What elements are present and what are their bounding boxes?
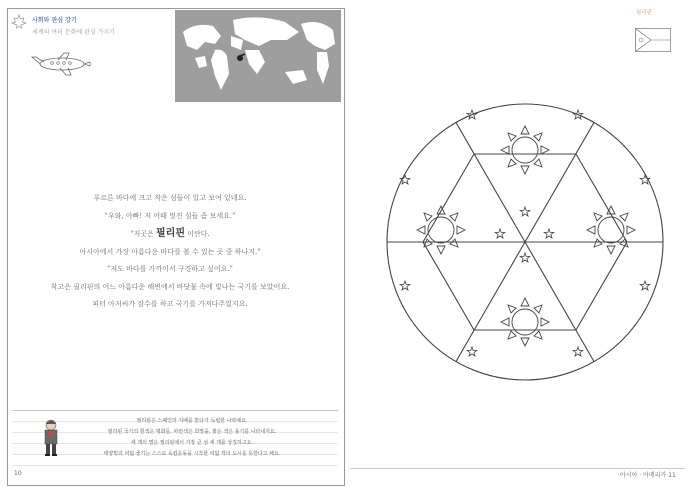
info-line: 세 개의 별은 필리핀에서 가장 큰 섬 세 개를 상징하고요, <box>130 440 254 446</box>
story-line-prefix: "저곳은 <box>130 230 156 238</box>
info-line: 필리핀 국기의 흰색은 평화를, 파란색은 희망을, 붉은 색은 용기를 나타내지요. <box>107 429 277 435</box>
story-line-emphasis <box>20 225 320 244</box>
airplane-illustration <box>28 52 96 76</box>
country-name: 필리핀 <box>156 228 185 239</box>
story-line-suffix: 이란다. <box>184 230 210 238</box>
philippine-flag-icon <box>635 28 671 52</box>
page-number-left: 10 <box>14 470 22 477</box>
story-line: "우와, 아빠! 저 어때 멋진 섬들 좀 보세요." <box>104 211 236 220</box>
info-text <box>48 416 336 460</box>
page-number-right: 아시아 · 아메리카 11 <box>620 472 676 479</box>
info-line: 필리핀은 스페인의 지배를 받다가 독립한 나라예요. <box>136 418 248 424</box>
story-text <box>20 190 320 314</box>
story-line: 푸르른 바다에 크고 작은 섬들이 있고 보여 있네요. <box>93 194 247 202</box>
series-title: 사회와 관심 강기 <box>32 17 77 24</box>
series-subtitle: 세계의 여러 문화에 관심 가지기 <box>32 29 115 36</box>
story-line: 피터 아저씨가 잠수를 하고 국기를 가져다주었지요. <box>92 300 248 308</box>
flag-label: 필리핀 <box>636 10 652 16</box>
info-line: 태양빛의 여덟 줄기는 스스로 독립운동을 시작한 여덟 개의 도시를 뜻한다고 해요. <box>103 451 281 457</box>
maple-leaf-icon <box>10 14 28 30</box>
story-line: 아시아에서 가장 아름다운 바다를 볼 수 있는 곳 중 하나지." <box>79 247 261 256</box>
story-line: 착고은 필리핀의 어느 아름다운 해변에서 바닷물 속에 빛나는 국기를 보았어요. <box>50 282 290 291</box>
footer-divider <box>350 468 685 469</box>
flag-mandala-coloring <box>383 100 667 384</box>
story-line: "저도 바다를 가까이서 구경하고 싶어요." <box>107 265 233 273</box>
world-map <box>175 10 341 102</box>
